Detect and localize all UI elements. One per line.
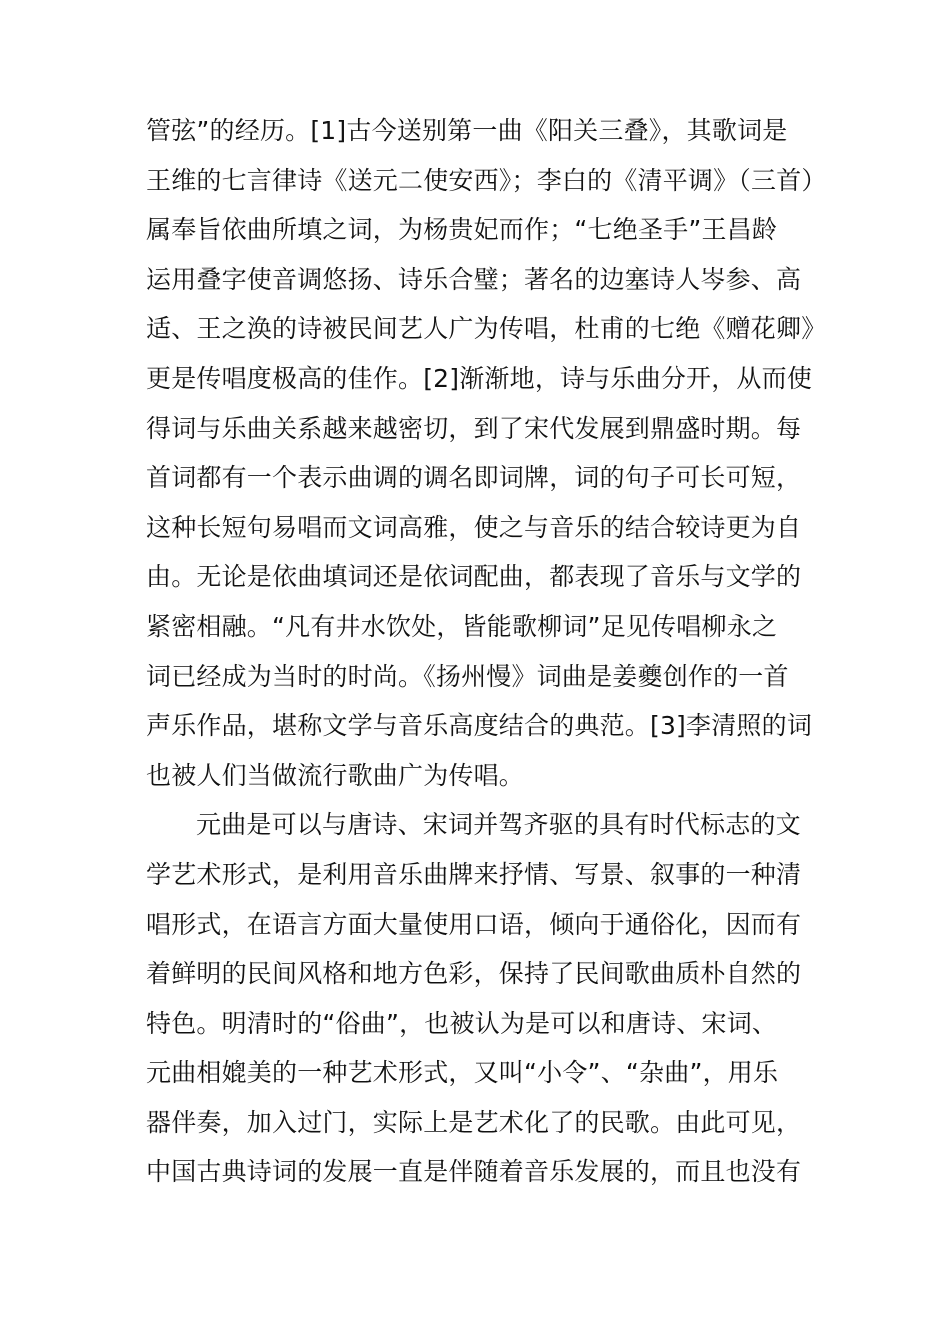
paragraph-line: 学艺术形式，是利用音乐曲牌来抒情、写景、叙事的一种清	[146, 859, 802, 889]
paragraph-line: 管弦”的经历。[1]古今送别第一曲《阳关三叠》，其歌词是	[146, 116, 788, 145]
paragraph-line: 也被人们当做流行歌曲广为传唱。	[146, 760, 525, 790]
paragraph-line: 元曲是可以与唐诗、宋词并驾齐驱的具有时代标志的文	[196, 810, 801, 840]
paragraph-line: 适、王之涣的诗被民间艺人广为传唱，杜甫的七绝《赠花卿》	[146, 314, 827, 344]
paragraph-line: 得词与乐曲关系越来越密切，到了宋代发展到鼎盛时期。每	[146, 413, 802, 443]
paragraph-line: 王维的七言律诗《送元二使安西》；李白的《清平调》（三首）	[146, 165, 827, 195]
paragraph-line: 着鲜明的民间风格和地方色彩，保持了民间歌曲质朴自然的	[146, 959, 802, 989]
paragraph-line: 首词都有一个表示曲调的调名即词牌，词的句子可长可短，	[146, 463, 802, 493]
paragraph-line: 词已经成为当时的时尚。《扬州慢》词曲是姜夔创作的一首	[146, 661, 789, 691]
paragraph-line: 属奉旨依曲所填之词，为杨贵妃而作；“七绝圣手”王昌龄	[146, 215, 778, 245]
paragraph-line: 唱形式，在语言方面大量使用口语，倾向于通俗化，因而有	[146, 909, 802, 939]
paragraph-line: 特色。明清时的“俗曲”，也被认为是可以和唐诗、宋词、	[146, 1008, 778, 1038]
paragraph-line: 由。无论是依曲填词还是依词配曲，都表现了音乐与文学的	[146, 562, 802, 592]
paragraph-line: 这种长短句易唱而文词高雅，使之与音乐的结合较诗更为自	[146, 512, 802, 542]
paragraph-line: 声乐作品，堪称文学与音乐高度结合的典范。[3]李清照的词	[146, 711, 813, 741]
paragraph-2	[146, 800, 816, 1197]
paragraph-line: 中国古典诗词的发展一直是伴随着音乐发展的，而且也没有	[146, 1157, 802, 1187]
paragraph-1	[146, 106, 827, 800]
paragraph-line: 紧密相融。“凡有井水饮处，皆能歌柳词”足见传唱柳永之	[146, 611, 778, 641]
paragraph-line: 器伴奏，加入过门，实际上是艺术化了的民歌。由此可见，	[146, 1107, 802, 1137]
paragraph-line: 元曲相媲美的一种艺术形式，又叫“小令”、“杂曲”，用乐	[146, 1058, 779, 1088]
paragraph-line: 运用叠字使音调悠扬、诗乐合璧；著名的边塞诗人岑参、高	[146, 264, 802, 294]
paragraph-line: 更是传唱度极高的佳作。[2]渐渐地，诗与乐曲分开，从而使	[146, 363, 813, 393]
body-text	[146, 106, 827, 1197]
